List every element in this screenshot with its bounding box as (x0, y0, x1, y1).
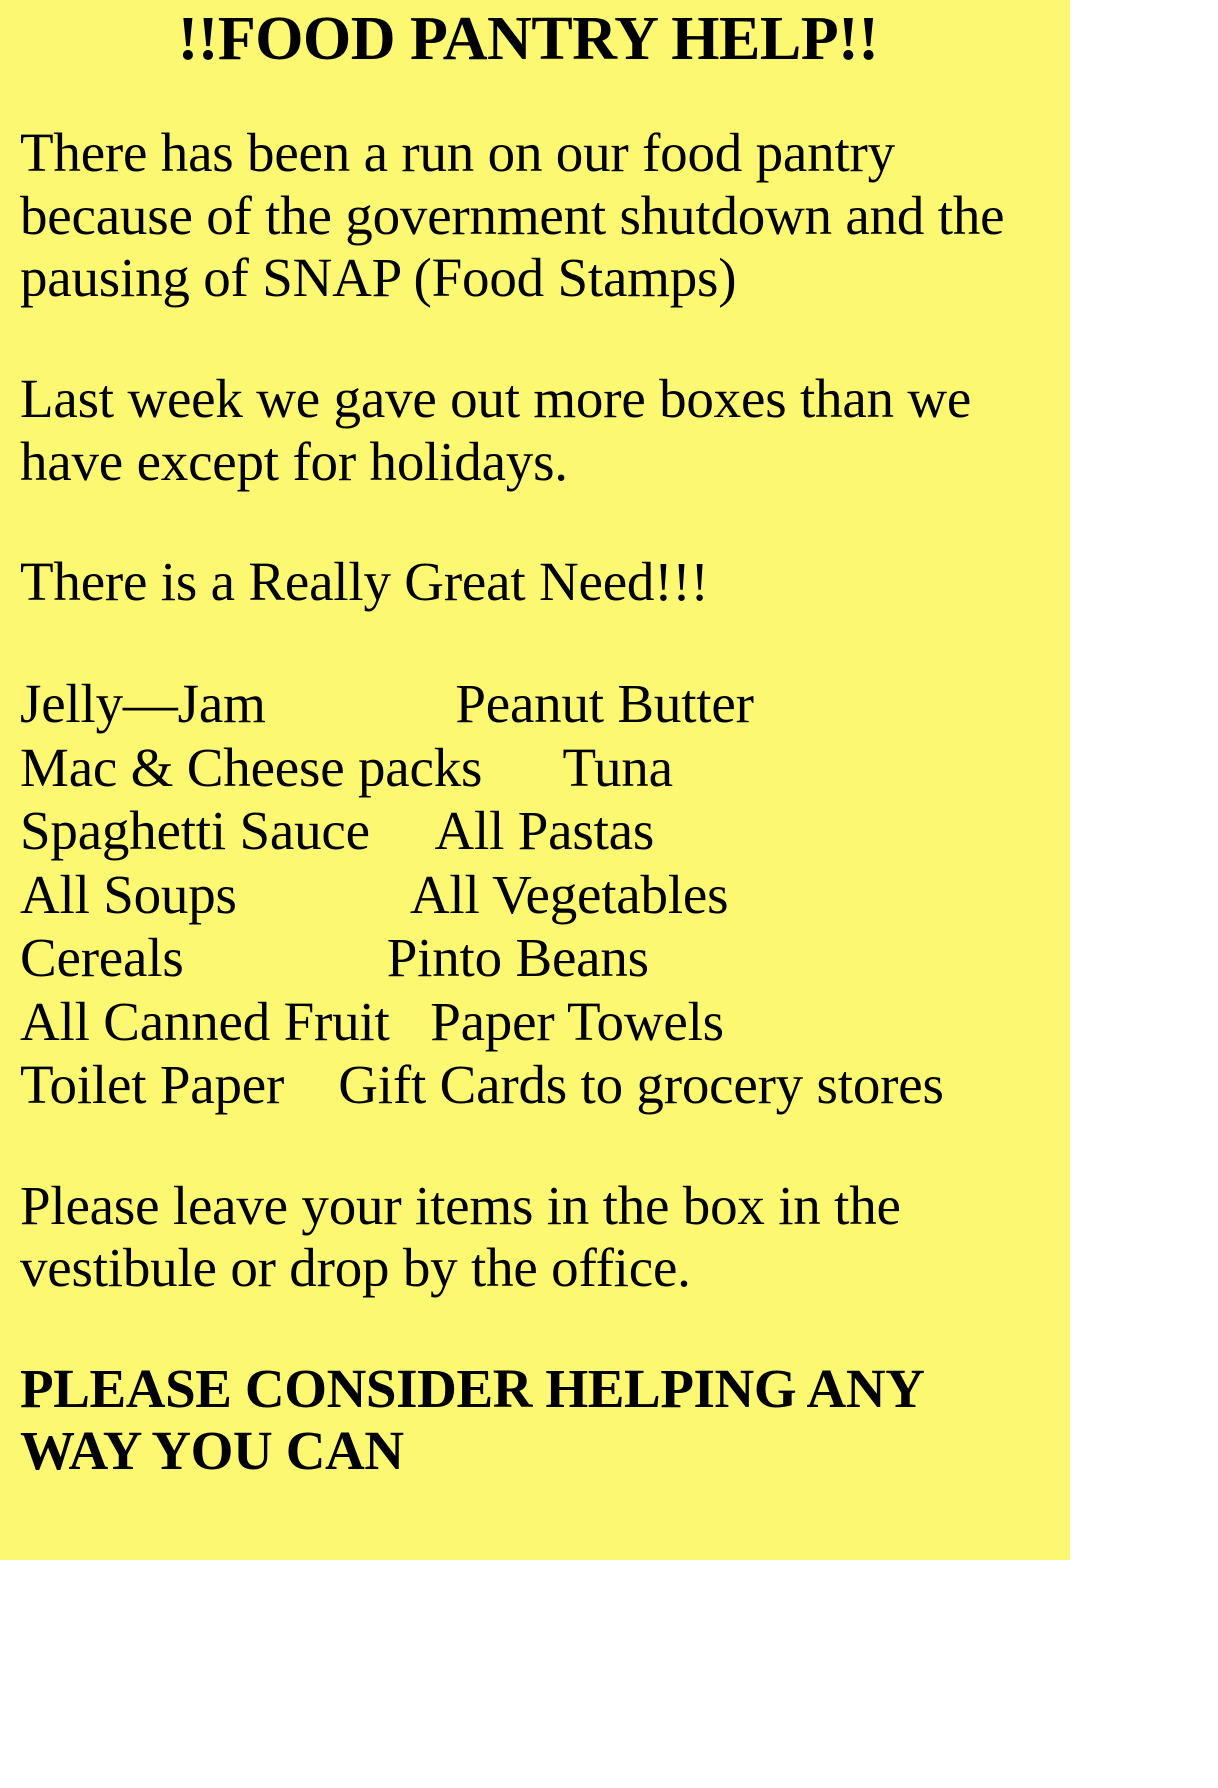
spacer (20, 70, 1050, 122)
page-title: !!FOOD PANTRY HELP!! (177, 5, 879, 73)
spacer (20, 493, 1050, 551)
list-item: All Soups All Vegetables (20, 863, 729, 925)
list-item: Toilet Paper Gift Cards to grocery stores (20, 1054, 944, 1116)
paragraph-last-week-boxes: Last week we gave out more boxes than we have except for holidays. (20, 368, 972, 492)
list-item: Cereals Pinto Beans (20, 927, 649, 989)
list-item: Spaghetti Sauce All Pastas (20, 800, 655, 862)
spacer (20, 310, 1050, 368)
spacer (20, 1117, 1050, 1175)
spacer (20, 1300, 1050, 1358)
paragraph-shutdown-explanation: There has been a run on our food pantry because of the government shutdown and the pausing of SNAP (Food Stamps) (20, 122, 1005, 309)
list-item: Mac & Cheese packs Tuna (20, 736, 673, 798)
closing-call-to-action: PLEASE CONSIDER HELPING ANY WAY YOU CAN (20, 1358, 923, 1481)
paragraph-dropoff-instructions: Please leave your items in the box in the vestibule or drop by the office. (20, 1174, 901, 1299)
list-item: All Canned Fruit Paper Towels (20, 990, 724, 1052)
paragraph-great-need: There is a Really Great Need!!! (20, 551, 709, 613)
needed-items-list (20, 672, 1050, 1117)
flyer-body (0, 70, 1070, 1481)
spacer (20, 614, 1050, 672)
list-item: Jelly—Jam Peanut Butter (20, 673, 754, 735)
